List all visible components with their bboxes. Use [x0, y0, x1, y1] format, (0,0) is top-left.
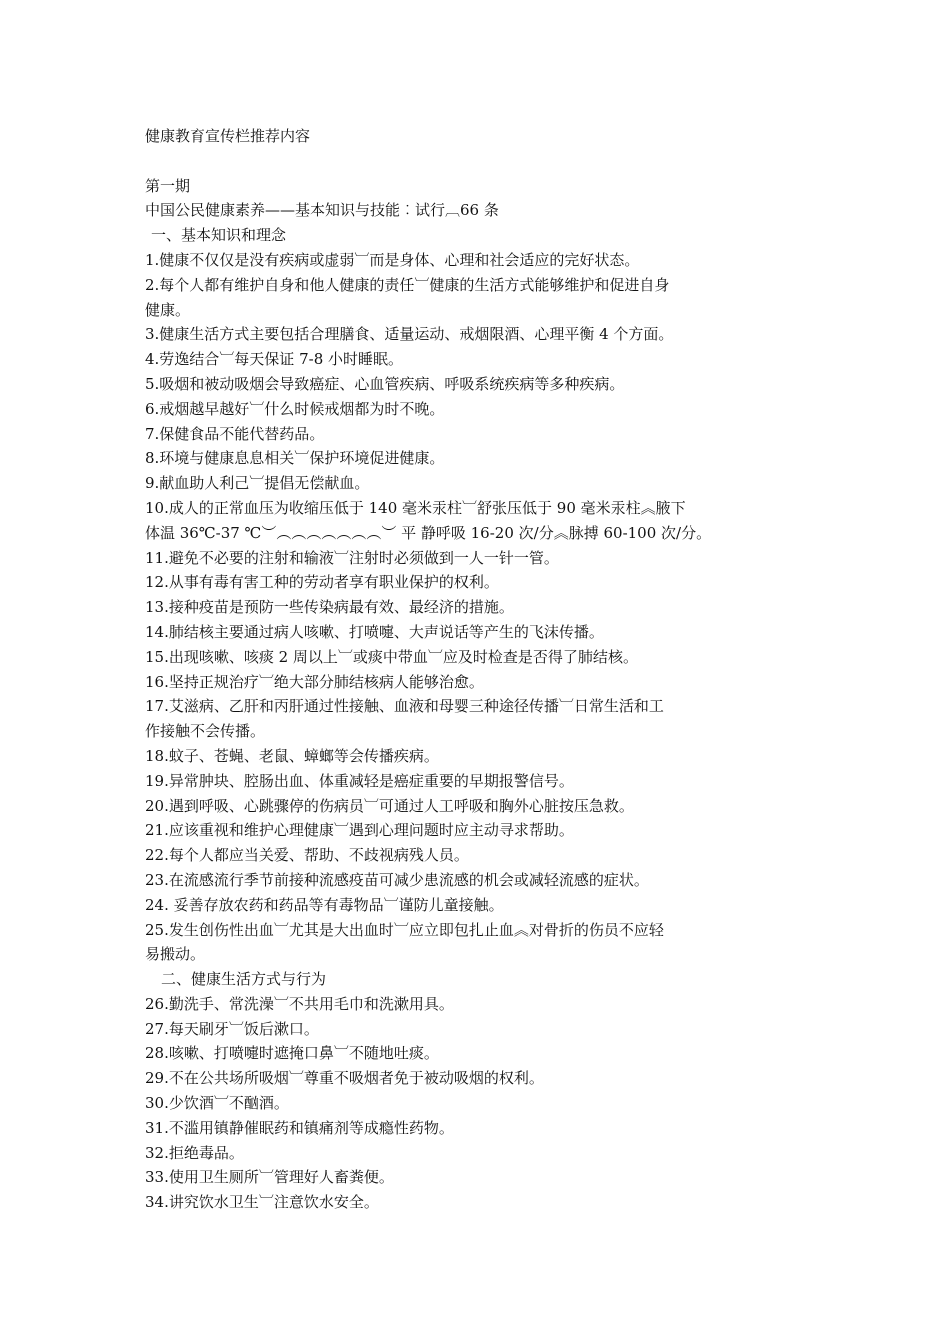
list-item: 16.坚持正规治疗︺绝大部分肺结核病人能够治愈。 — [145, 672, 484, 691]
list-item: 9.献血助人利己︺提倡无偿献血。 — [145, 474, 370, 493]
list-item: 18.蚊子、苍蝇、老鼠、蟑螂等会传播疾病。 — [145, 746, 439, 765]
list-item: 12.从事有毒有害工种的劳动者享有职业保护的权利。 — [145, 573, 499, 592]
list-item: 23.在流感流行季节前接种流感疫苗可减少患流感的机会或减轻流感的症状。 — [145, 870, 649, 889]
list-item: 体温 36℃-37 ℃︶︵︵︵︵︵︵︵︶ 平 静呼吸 16-20 次/分︽脉搏 60-100 次/分。 — [145, 523, 712, 542]
list-item: 11.避免不必要的注射和输液︺注射时必须做到一人一针一管。 — [145, 548, 559, 567]
list-item: 31.不滥用镇静催眠药和镇痛剂等成瘾性药物。 — [145, 1118, 454, 1137]
list-item: 健康。 — [145, 300, 191, 319]
list-item: 19.异常肿块、腔肠出血、体重减轻是癌症重要的早期报警信号。 — [145, 771, 574, 790]
list-item: 32.拒绝毒品。 — [145, 1143, 244, 1162]
list-item: 26.勤洗手、常洗澡︺不共用毛巾和洗漱用具。 — [145, 994, 454, 1013]
list-item: 15.出现咳嗽、咳痰 2 周以上︺或痰中带血︺应及时检查是否得了肺结核。 — [145, 647, 638, 666]
list-item: 3.健康生活方式主要包括合理膳食、适量运动、戒烟限酒、心理平衡 4 个方面。 — [145, 325, 674, 344]
list-item: 17.艾滋病、乙肝和丙肝通过性接触、血液和母婴三种途径传播︺日常生活和工 — [145, 697, 664, 716]
section-heading-2: 二、健康生活方式与行为 — [161, 970, 327, 989]
section-2-list — [145, 992, 745, 1215]
list-item: 21.应该重视和维护心理健康︺遇到心理问题时应主动寻求帮助。 — [145, 821, 574, 840]
list-item: 5.吸烟和被动吸烟会导致癌症、心血管疾病、呼吸系统疾病等多种疾病。 — [145, 374, 625, 393]
list-item: 20.遇到呼吸、心跳骤停的伤病员︺可通过人工呼吸和胸外心脏按压急救。 — [145, 796, 634, 815]
list-item: 33.使用卫生厕所︺管理好人畜粪便。 — [145, 1168, 394, 1187]
list-item: 24. 妥善存放农药和药品等有毒物品︺谨防儿童接触。 — [145, 895, 504, 914]
list-item: 34.讲究饮水卫生︺注意饮水安全。 — [145, 1193, 379, 1212]
list-item: 14.肺结核主要通过病人咳嗽、打喷嚏、大声说话等产生的飞沫传播。 — [145, 622, 604, 641]
list-item: 29.不在公共场所吸烟︺尊重不吸烟者免于被动吸烟的权利。 — [145, 1069, 544, 1088]
list-item: 8.环境与健康息息相关︺保护环境促进健康。 — [145, 449, 445, 468]
list-item: 4.劳逸结合︺每天保证 7-8 小时睡眠。 — [145, 350, 404, 369]
list-item: 28.咳嗽、打喷嚏时遮掩口鼻︺不随地吐痰。 — [145, 1044, 439, 1063]
subtitle: 中国公民健康素养——基本知识与技能︰试行︹66 条 — [145, 201, 499, 220]
list-item: 13.接种疫苗是预防一些传染病最有效、最经济的措施。 — [145, 598, 514, 617]
list-item: 30.少饮酒︺不酗酒。 — [145, 1094, 289, 1113]
issue-label: 第一期 — [145, 176, 191, 195]
section-heading-1: 一、基本知识和理念 — [151, 226, 287, 245]
list-item: 7.保健食品不能代替药品。 — [145, 424, 325, 443]
list-item: 10.成人的正常血压为收缩压低于 140 毫米汞柱︺舒张压低于 90 毫米汞柱︽腋下 — [145, 498, 686, 517]
list-item: 6.戒烟越早越好︺什么时候戒烟都为时不晚。 — [145, 399, 445, 418]
list-item: 易搬动。 — [145, 945, 206, 964]
list-item: 2.每个人都有维护自身和他人健康的责任︺健康的生活方式能够维护和促进自身 — [145, 275, 670, 294]
list-item: 25.发生创伤性出血︺尤其是大出血时︺应立即包扎止血︽对骨折的伤员不应轻 — [145, 920, 664, 939]
document-title: 健康教育宣传栏推荐内容 — [145, 127, 311, 145]
list-item: 22.每个人都应当关爱、帮助、不歧视病残人员。 — [145, 846, 469, 865]
document-body — [145, 124, 745, 1215]
list-item: 1.健康不仅仅是没有疾病或虚弱︺而是身体、心理和社会适应的完好状态。 — [145, 250, 640, 269]
list-item: 作接触不会传播。 — [145, 722, 266, 741]
list-item: 27.每天刷牙︺饭后漱口。 — [145, 1019, 319, 1038]
section-1-list — [145, 248, 745, 967]
